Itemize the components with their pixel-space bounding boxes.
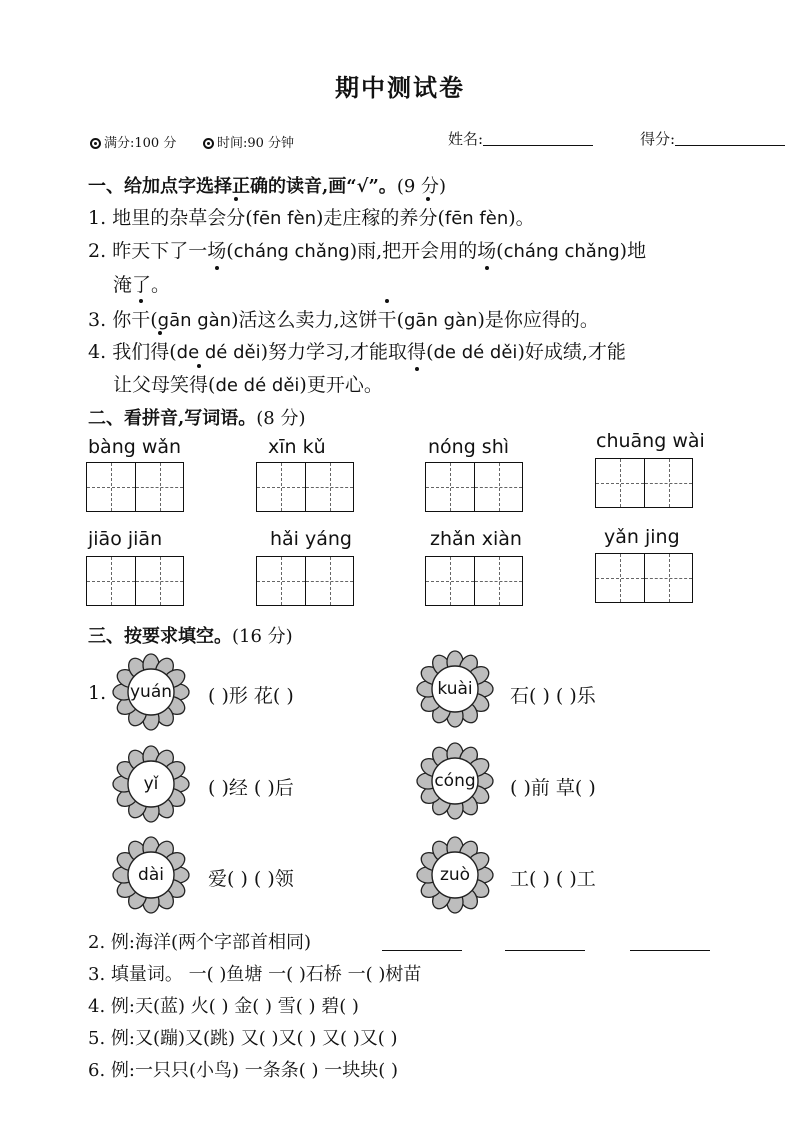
pinyin-label: chuāng wài xyxy=(596,430,705,452)
pinyin-options[interactable]: gān gàn xyxy=(157,310,232,331)
pinyin-label: xīn kǔ xyxy=(268,436,326,458)
fill-blank-row[interactable]: ( )形 花( ) xyxy=(208,685,294,707)
writing-grid[interactable] xyxy=(425,556,523,606)
writing-grid[interactable] xyxy=(595,553,693,603)
fill-blank-row[interactable]: 石( ) ( )乐 xyxy=(510,685,596,707)
full-score: 满分:100 分 xyxy=(90,132,176,151)
circle-bullet-icon xyxy=(203,138,214,149)
fill-blank-row[interactable]: 爱( ) ( )领 xyxy=(208,868,294,890)
flower-badge: zuò xyxy=(416,836,494,914)
writing-grid[interactable] xyxy=(86,462,184,512)
pinyin-label: hǎi yáng xyxy=(270,528,352,550)
s1-question-2: 2. 昨天下了一场(cháng chǎng)雨,把开会用的场(cháng chǎng)地 xyxy=(88,236,646,263)
pinyin-options[interactable]: fēn fèn xyxy=(252,208,317,229)
flower-badge: cóng xyxy=(416,742,494,820)
pinyin-options[interactable]: gān gàn xyxy=(403,310,478,331)
flower-badge: dài xyxy=(112,836,190,914)
flower-badge: yuán xyxy=(112,653,190,731)
flower-badge: yǐ xyxy=(112,745,190,823)
section2-heading: 二、看拼音,写词语。(8 分) xyxy=(88,408,306,429)
writing-grid[interactable] xyxy=(425,462,523,512)
fill-blank-row[interactable]: 工( ) ( )工 xyxy=(510,868,596,890)
s1-question-2-cont: 淹了。 xyxy=(113,274,171,296)
score-field[interactable]: 得分: xyxy=(640,128,785,149)
pinyin-options[interactable]: de dé děi xyxy=(176,342,261,363)
pinyin-options[interactable]: cháng chǎng xyxy=(503,241,620,262)
s3-question-2: 2. 例:海洋(两个字部首相同) xyxy=(88,932,312,953)
writing-grid[interactable] xyxy=(256,462,354,512)
pinyin-options[interactable]: fēn fèn xyxy=(444,208,509,229)
answer-underline[interactable] xyxy=(630,940,710,951)
pinyin-label: zhǎn xiàn xyxy=(430,528,522,550)
pinyin-options[interactable]: de dé děi xyxy=(215,375,300,396)
s3-question-3[interactable]: 3. 填量词。 一( )鱼塘 一( )石桥 一( )树苗 xyxy=(88,964,422,985)
fill-blank-row[interactable]: ( )经 ( )后 xyxy=(208,777,294,799)
pinyin-label: bàng wǎn xyxy=(88,436,182,458)
pinyin-label: nóng shì xyxy=(428,436,510,458)
s1-question-4-cont: 让父母笑得(de dé děi)更开心。 xyxy=(113,370,383,397)
section1-heading: 一、给加点字选择正确的读音,画“√”。(9 分) xyxy=(88,176,447,197)
fill-blank-row[interactable]: ( )前 草( ) xyxy=(510,777,596,799)
pinyin-options[interactable]: de dé děi xyxy=(433,342,518,363)
name-field[interactable]: 姓名: xyxy=(448,128,593,149)
name-underline[interactable] xyxy=(483,131,593,146)
pinyin-label: yǎn jing xyxy=(604,526,680,548)
writing-grid[interactable] xyxy=(86,556,184,606)
s1-question-3: 3. 你干(gān gàn)活这么卖力,这饼干(gān gàn)是你应得的。 xyxy=(88,305,599,332)
pinyin-options[interactable]: cháng chǎng xyxy=(233,241,350,262)
exam-time: 时间:90 分钟 xyxy=(203,132,294,151)
score-underline[interactable] xyxy=(675,131,785,146)
s1-question-1: 1. 地里的杂草会分(fēn fèn)走庄稼的养分(fēn fèn)。 xyxy=(88,203,535,230)
s3-question-6[interactable]: 6. 例:一只只(小鸟) 一条条( ) 一块块( ) xyxy=(88,1060,398,1081)
s3-question-1-num: 1. xyxy=(88,682,107,704)
circle-bullet-icon xyxy=(90,138,101,149)
answer-underline[interactable] xyxy=(505,940,585,951)
s1-question-4: 4. 我们得(de dé děi)努力学习,才能取得(de dé děi)好成绩,才能 xyxy=(88,337,626,364)
answer-underline[interactable] xyxy=(382,940,462,951)
writing-grid[interactable] xyxy=(595,458,693,508)
s3-question-4[interactable]: 4. 例:天(蓝) 火( ) 金( ) 雪( ) 碧( ) xyxy=(88,996,359,1017)
pinyin-label: jiāo jiān xyxy=(88,528,163,550)
flower-badge: kuài xyxy=(416,650,494,728)
page-title: 期中测试卷 xyxy=(335,73,465,102)
writing-grid[interactable] xyxy=(256,556,354,606)
s3-question-5[interactable]: 5. 例:又(蹦)又(跳) 又( )又( ) 又( )又( ) xyxy=(88,1028,398,1049)
section3-heading: 三、按要求填空。(16 分) xyxy=(88,626,293,647)
